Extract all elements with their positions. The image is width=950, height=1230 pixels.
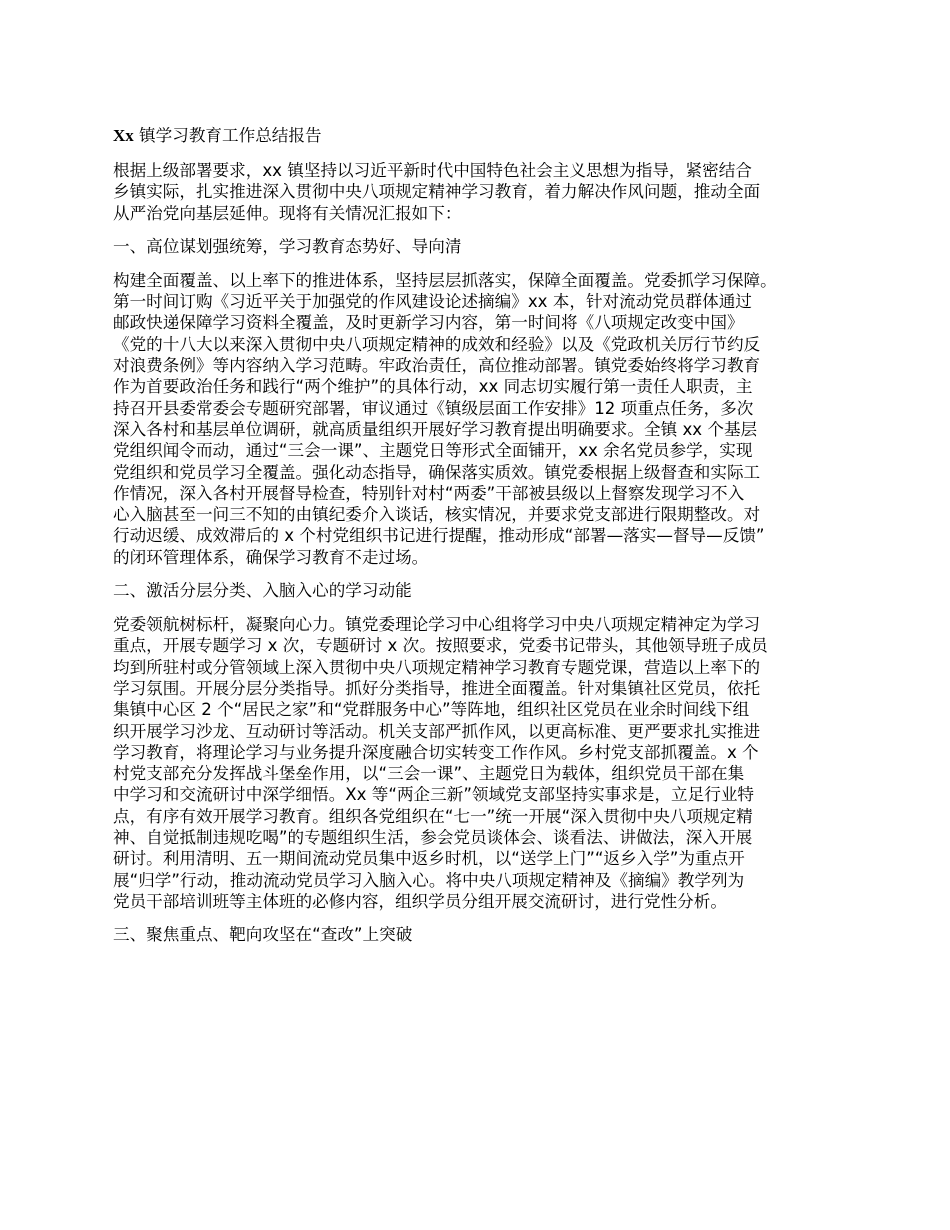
section-heading-2: 二、激活分层分类、入脑入心的学习动能	[113, 581, 412, 601]
text-line: 《党的十八大以来深入贯彻中央八项规定精神的成效和经验》以及《党政机关厉行节约反	[113, 334, 761, 354]
text-line: 展“归学”行动，推动流动党员学习入脑入心。将中央八项规定精神及《摘编》教学列为	[113, 870, 745, 890]
text-line: 的闭环管理体系，确保学习教育不走过场。	[113, 547, 429, 567]
text-line: 党员干部培训班等主体班的必修内容，组织学员分组开展交流研讨，进行党性分析。	[113, 891, 727, 911]
text-line: 心入脑甚至一问三不知的由镇纪委介入谈话，核实情况，并要求党支部进行限期整改。对	[113, 505, 761, 525]
section-heading-3: 三、聚焦重点、靶向攻坚在“查改”上突破	[113, 925, 413, 945]
section-2-paragraph	[113, 614, 873, 912]
text-line: 神、自觉抵制违规吃喝”的专题组织生活，参会党员谈体会、谈看法、讲做法，深入开展	[113, 828, 753, 848]
text-line: 第一时间订购《习近平关于加强党的作风建设论述摘编》xx 本，针对流动党员群体通过	[113, 292, 752, 312]
text-line: 持召开县委常委会专题研究部署，审议通过《镇级层面工作安排》12 项重点任务，多次	[113, 398, 754, 418]
text-line: 行动迟缓、成效滞后的 x 个村党组织书记进行提醒，推动形成“部署—落实—督导—反馈”	[113, 526, 765, 546]
text-line: 党组织闻令而动，通过“三会一课”、主题党日等形式全面铺开，xx 余名党员参学，实现	[113, 441, 753, 461]
text-line: 集镇中心区 2 个“居民之家”和“党群服务中心”等阵地，组织社区党员在业余时间线下组	[113, 700, 750, 720]
text-line: 深入各村和基层单位调研，就高质量组织开展好学习教育提出明确要求。全镇 xx 个基层	[113, 419, 758, 439]
text-line: 村党支部充分发挥战斗堡垒作用，以“三会一课”、主题党日为载体，组织党员干部在集	[113, 764, 745, 784]
document-page	[113, 124, 873, 958]
text-line: 党委领航树标杆，凝聚向心力。镇党委理论学习中心组将学习中央八项规定精神定为学习	[113, 615, 761, 635]
text-line: 点，有序有效开展学习教育。组织各党组织在“七一”统一开展“深入贯彻中央八项规定精	[113, 806, 753, 826]
section-heading-1: 一、高位谋划强统筹，学习教育态势好、导向清	[113, 236, 462, 256]
text-line: 构建全面覆盖、以上率下的推进体系，坚持层层抓落实，保障全面覆盖。党委抓学习保障。	[113, 270, 777, 290]
text-line: 作情况，深入各村开展督导检查，特别针对村“两委”干部被县级以上督察发现学习不入	[113, 483, 745, 503]
text-line: 根据上级部署要求，xx 镇坚持以习近平新时代中国特色社会主义思想为指导，紧密结合	[113, 161, 752, 180]
text-line: 重点，开展专题学习 x 次，专题研讨 x 次。按照要求，党委书记带头，其他领导班子成员	[113, 636, 768, 656]
intro-paragraph	[113, 160, 873, 224]
text-line: 中学习和交流研讨中深学细悟。Xx 等“两企三新”领域党支部坚持实事求是，立足行业特	[113, 785, 755, 805]
text-line: 学习氛围。开展分层分类指导。抓好分类指导，推进全面覆盖。针对集镇社区党员，依托	[113, 678, 761, 698]
text-line: 对浪费条例》等内容纳入学习范畴。牢政治责任，高位推动部署。镇党委始终将学习教育	[113, 356, 761, 376]
text-line: 乡镇实际，扎实推进深入贯彻中央八项规定精神学习教育，着力解决作风问题，推动全面	[113, 182, 761, 202]
text-line: 研讨。利用清明、五一期间流动党员集中返乡时机，以“送学上门”“返乡入学”为重点开	[113, 849, 745, 869]
text-line: 均到所驻村或分管领域上深入贯彻中央八项规定精神学习教育专题党课，营造以上率下的	[113, 657, 761, 677]
text-line: 学习教育，将理论学习与业务提升深度融合切实转变工作作风。乡村党支部抓覆盖。x 个	[113, 742, 759, 762]
text-line: 作为首要政治任务和践行“两个维护”的具体行动，xx 同志切实履行第一责任人职责，主	[113, 377, 753, 397]
text-line: 邮政快递保障学习资料全覆盖，及时更新学习内容，第一时间将《八项规定改变中国》	[113, 313, 744, 333]
title-text: 镇学习教育工作总结报告	[133, 126, 322, 145]
text-line: 从严治党向基层延伸。现将有关情况汇报如下：	[113, 203, 462, 223]
document-title	[113, 124, 873, 148]
text-line: 织开展学习沙龙、互动研讨等活动。机关支部严抓作风，以更高标准、更严要求扎实推进	[113, 721, 761, 741]
title-prefix: Xx	[113, 126, 134, 145]
text-line: 党组织和党员学习全覆盖。强化动态指导，确保落实质效。镇党委根据上级督查和实际工	[113, 462, 761, 482]
section-1-paragraph	[113, 270, 873, 568]
